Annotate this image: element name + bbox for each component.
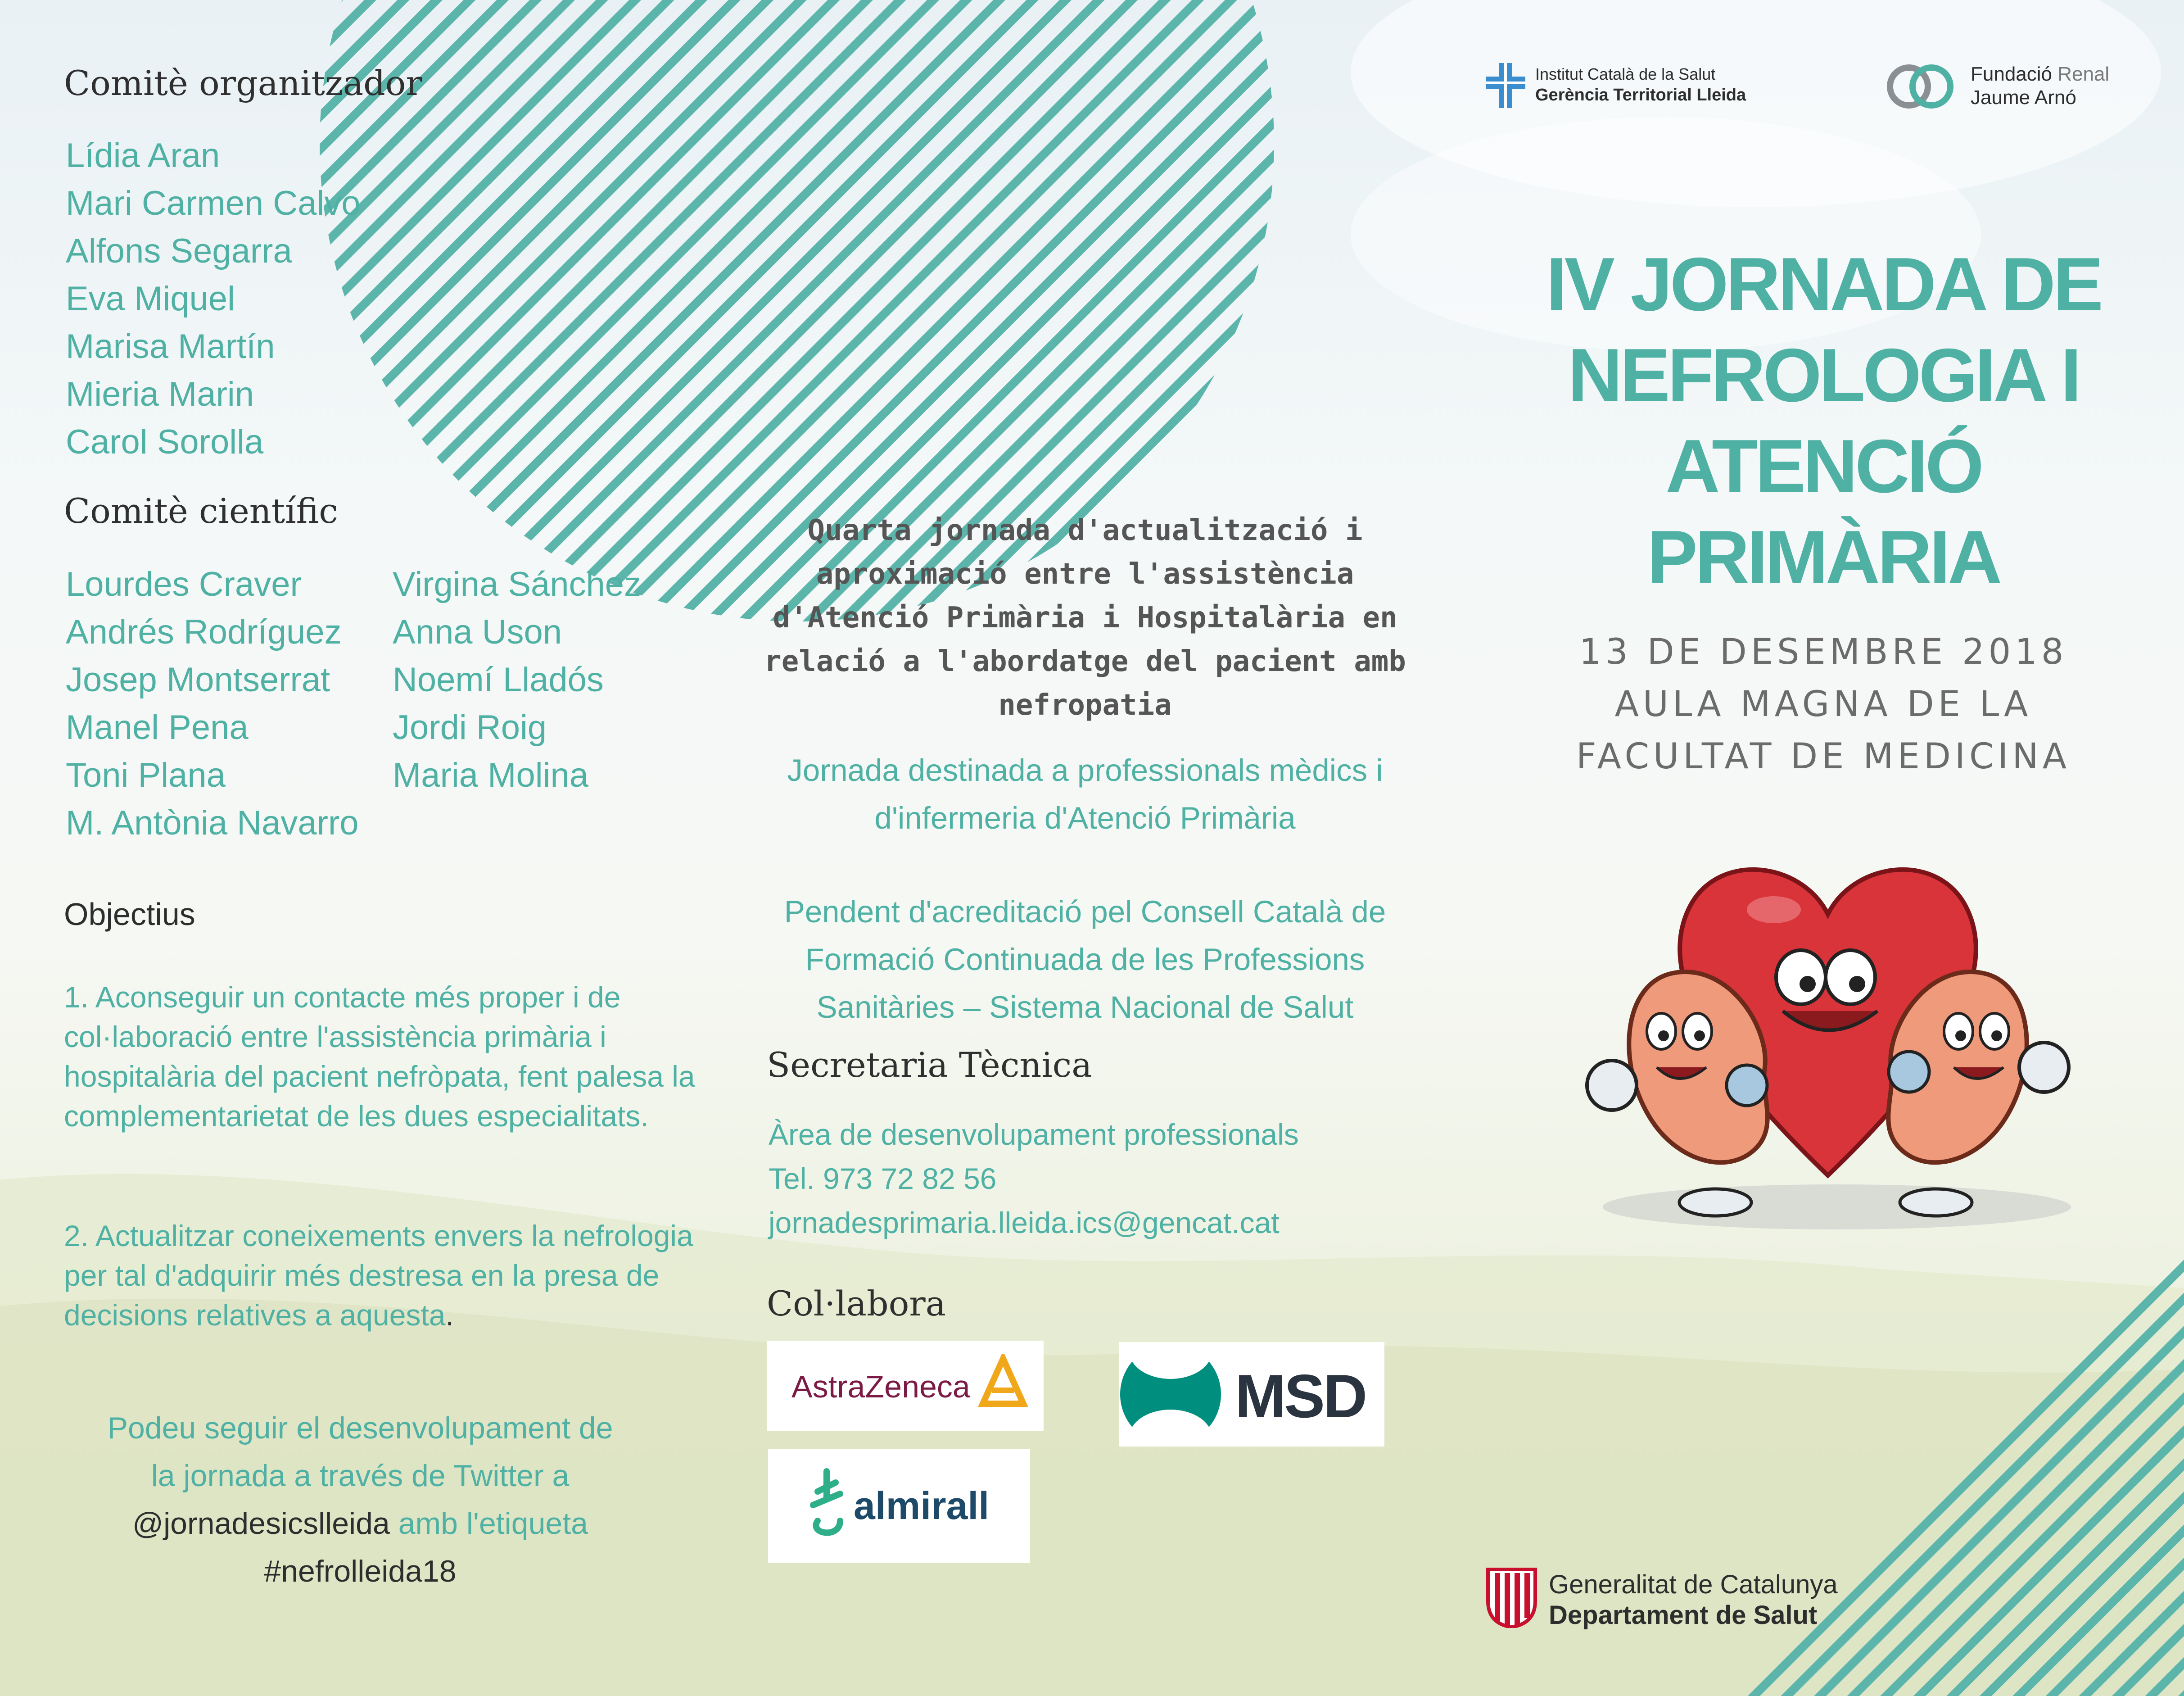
secretariat-area: Àrea de desenvolupament professionals (769, 1118, 1299, 1151)
fundacio-renal-logo (1884, 54, 2136, 122)
organizer-name: Mari Carmen Calvo (66, 184, 361, 222)
event-title-line-2: NEFROLOGIA I (1568, 333, 2079, 417)
scientist-name: Josep Montserrat (66, 661, 330, 699)
twitter-line-1: Podeu seguir el desenvolupament de (107, 1411, 613, 1445)
organizing-committee-list (66, 132, 361, 466)
event-venue-line-2: FACULTAT DE MEDICINA (1576, 736, 2071, 777)
event-title (1517, 239, 2130, 603)
scientist-name: Toni Plana (66, 756, 226, 794)
astrazeneca-logo (767, 1341, 1044, 1431)
ics-logo-line-2: Gerència Territorial Lleida (1535, 86, 1746, 104)
scientific-committee-col1 (66, 561, 359, 847)
astrazeneca-wordmark: AstraZeneca (791, 1369, 970, 1404)
secretariat-phone[interactable]: Tel. 973 72 82 56 (769, 1162, 997, 1195)
event-title-line-3: ATENCIÓ (1665, 424, 1981, 508)
scientist-name: Virgina Sánchez (393, 565, 642, 603)
event-title-line-1: IV JORNADA DE (1546, 242, 2101, 327)
glove-left (1587, 1061, 1637, 1110)
twitter-line-2: la jornada a través de Twitter a (151, 1459, 570, 1493)
objective-2-text: 2. Actualitzar coneixements envers la nefrologia per tal d'adquirir més destresa en la presa de decisions relatives a aquesta (64, 1219, 693, 1332)
generalitat-line-2: Departament de Salut (1549, 1601, 1818, 1630)
event-title-line-4: PRIMÀRIA (1647, 515, 2000, 599)
twitter-hashtag[interactable]: #nefrolleida18 (264, 1554, 457, 1588)
fundacio-renal-line-1 (1971, 63, 2109, 86)
event-date: 13 DE DESEMBRE 2018 (1579, 632, 2068, 672)
organizer-name: Alfons Segarra (66, 232, 292, 270)
scientist-name: Lourdes Craver (66, 565, 302, 603)
fundacio-renal-line-2: Jaume Arnó (1971, 86, 2076, 109)
scientific-committee-col2 (393, 561, 641, 799)
organizing-committee-title: Comitè organitzador (64, 63, 422, 103)
astrazeneca-icon (978, 1354, 1028, 1413)
msd-icon (1119, 1342, 1222, 1447)
almirall-logo (768, 1449, 1030, 1563)
scientist-name: Jordi Roig (393, 708, 547, 747)
scientific-committee-title: Comitè científic (64, 491, 338, 531)
objective-2-period: . (445, 1298, 454, 1332)
renal-word: Renal (2052, 63, 2110, 85)
organizer-name: Eva Miquel (66, 280, 235, 318)
twitter-tag-text: amb l'etiqueta (389, 1506, 588, 1541)
ground-shadow (1603, 1184, 2071, 1229)
glove-right (2019, 1043, 2069, 1092)
scientist-name: Maria Molina (393, 756, 589, 794)
objectives-title: Objectius (64, 897, 195, 932)
twitter-info (45, 1404, 675, 1595)
twitter-handle[interactable]: @jornadesicslleida (132, 1506, 390, 1541)
scientist-name: Manel Pena (66, 708, 249, 747)
event-description: Quarta jornada d'actualització i aproximació entre l'assistència d'Atenció Primària i Hospitalària en relació a l'abordatge del pacient amb nefropatia (764, 514, 1406, 722)
event-venue-line-1: AULA MAGNA DE LA (1614, 684, 2032, 725)
glove-mid-right (1889, 1052, 1929, 1092)
almirall-icon (804, 1467, 849, 1543)
accreditation-info: Pendent d'acreditació pel Consell Català de Formació Continuada de les Professions Sanitàries – Sistema Nacional de Salut (784, 894, 1386, 1025)
ics-logo (1486, 63, 1783, 117)
generalitat-logo (1486, 1565, 1891, 1633)
objective-1: 1. Aconseguir un contacte més proper i de col·laboració entre l'assistència primària i hospitalària del pacient nefròpata, fent palesa la complementarietat de les dues especialitats. (64, 980, 695, 1133)
organizer-name: Lídia Aran (66, 136, 220, 175)
event-date-venue (1499, 626, 2148, 783)
fundacio-renal-icon (1884, 54, 1956, 119)
glove-mid-left (1727, 1065, 1767, 1106)
organizer-name: Mieria Marin (66, 375, 254, 413)
almirall-wordmark: almirall (854, 1484, 990, 1528)
organizer-name: Carol Sorolla (66, 423, 264, 461)
organizer-name: Marisa Martín (66, 327, 275, 366)
generalitat-shield-icon (1486, 1565, 1537, 1628)
objective-2 (64, 1216, 717, 1335)
ics-logo-line-1: Institut Català de la Salut (1535, 65, 1716, 83)
scientist-name: Andrés Rodríguez (66, 613, 342, 651)
secretariat-details (769, 1112, 1299, 1245)
secretariat-title: Secretaria Tècnica (767, 1045, 1092, 1085)
scientist-name: Anna Uson (393, 613, 562, 651)
collaborators-title: Col·labora (767, 1283, 946, 1324)
scientist-name: M. Antònia Navarro (66, 804, 359, 842)
scientist-name: Noemí Lladós (393, 661, 604, 699)
secretariat-email[interactable]: jornadesprimaria.lleida.ics@gencat.cat (769, 1206, 1280, 1239)
heart-kidneys-illustration (1567, 833, 2089, 1238)
msd-logo (1119, 1342, 1384, 1447)
fundacio-word: Fundació (1971, 63, 2053, 85)
msd-wordmark: MSD (1235, 1362, 1366, 1430)
audience-info: Jornada destinada a professionals mèdics i d'infermeria d'Atenció Primària (787, 753, 1383, 835)
medical-cross-icon (1486, 63, 1525, 108)
generalitat-line-1: Generalitat de Catalunya (1549, 1570, 1838, 1599)
